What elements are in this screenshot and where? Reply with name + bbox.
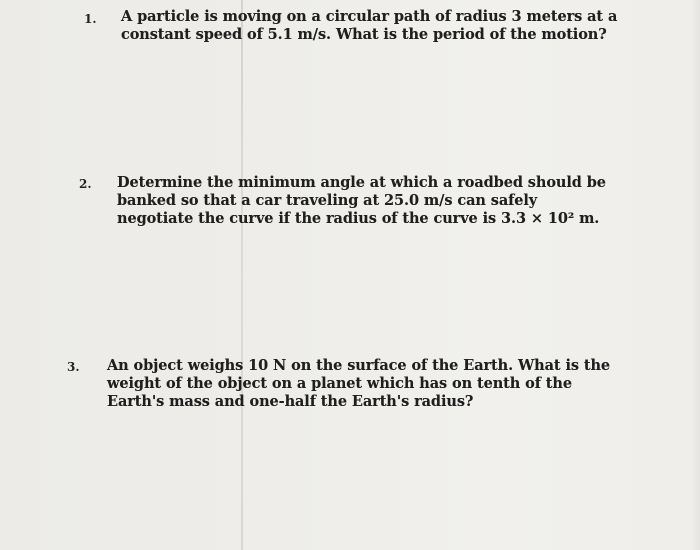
paper-fold-line	[241, 0, 243, 550]
question-number-2: 2.	[79, 177, 92, 191]
question-2-text: Determine the minimum angle at which a roadbed should be banked so that a car traveling at 25.0 m/s can safely negotiate the curve if the radius of the curve is 3.3 × 10² m.	[117, 174, 606, 227]
question-number-1: 1.	[84, 12, 97, 26]
question-3-text: An object weighs 10 N on the surface of the Earth. What is the weight of the object on a planet which has on tenth of the Earth's mass and one-half the Earth's radius?	[107, 357, 611, 410]
question-1-text: A particle is moving on a circular path of radius 3 meters at a constant speed of 5.1 m/s. What is the period of the motion?	[121, 8, 618, 43]
question-number-3: 3.	[67, 360, 80, 374]
page-edge-shadow	[690, 0, 700, 550]
